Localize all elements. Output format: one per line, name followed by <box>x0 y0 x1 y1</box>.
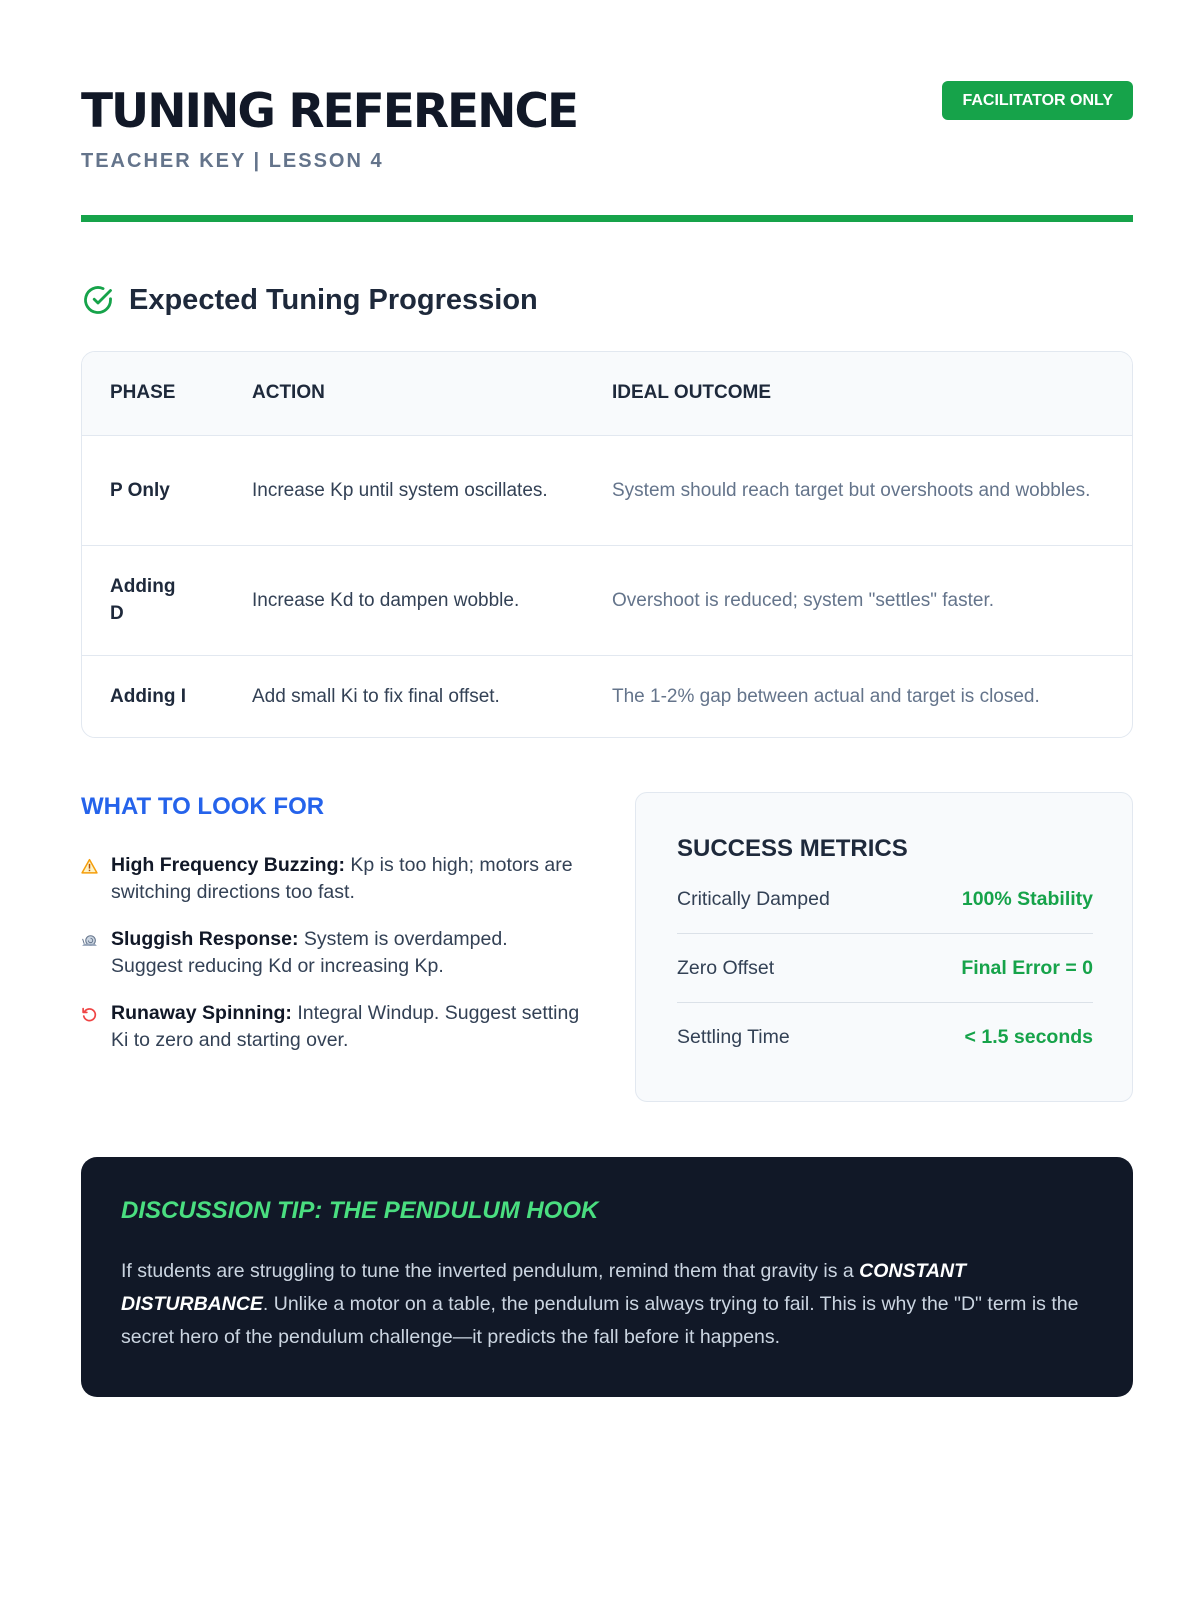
progression-table <box>81 351 1133 738</box>
tip-emphasis: CONSTANT DISTURBANCE <box>121 1260 967 1315</box>
action-cell: Add small Ki to fix final offset. <box>252 685 500 707</box>
page-subtitle: TEACHER KEY | LESSON 4 <box>81 150 384 172</box>
tip-text-end: . Unlike a motor on a table, the pendulum is always trying to fail. This is why the "D" term is the secret hero of the pendulum challenge—it predicts the fall before it happens. <box>121 1293 1079 1348</box>
list-item <box>81 926 581 980</box>
success-metrics-card <box>635 792 1133 1102</box>
metric-label: Zero Offset <box>677 956 775 979</box>
list-item <box>81 852 581 906</box>
outcome-cell: System should reach target but overshoots and wobbles. <box>584 435 1132 545</box>
list-item <box>81 1000 581 1054</box>
header-divider <box>81 215 1133 222</box>
metric-value: Final Error = 0 <box>961 956 1093 979</box>
table-row <box>82 435 1132 545</box>
table-row <box>82 545 1132 655</box>
look-term: High Frequency Buzzing: <box>111 854 345 876</box>
column-header-action: ACTION <box>224 352 584 435</box>
phase-cell: P Only <box>82 435 224 545</box>
metric-value: < 1.5 seconds <box>964 1026 1093 1048</box>
action-cell: Increase Kd to dampen wobble. <box>224 545 584 655</box>
check-circle-icon <box>81 283 115 317</box>
progression-title: Expected Tuning Progression <box>129 283 538 316</box>
look-text: Integral Windup. Suggest setting Ki to zero and starting over. <box>111 1002 580 1051</box>
look-term: Runaway Spinning: <box>111 1002 292 1024</box>
look-term: Sluggish Response: <box>111 928 299 950</box>
metric-value: 100% Stability <box>961 887 1093 910</box>
phase-cell: Adding D <box>82 545 224 655</box>
look-text: System is overdamped. Suggest reducing Kd or increasing Kp. <box>111 928 508 977</box>
table-row <box>82 655 1132 737</box>
phase-cell: Adding I <box>110 685 186 707</box>
metric-row <box>677 1003 1093 1072</box>
tip-title: DISCUSSION TIP: THE PENDULUM HOOK <box>121 1197 599 1224</box>
page-title: TUNING REFERENCE <box>81 84 578 139</box>
warning-icon <box>81 858 98 875</box>
what-to-look-for <box>81 792 581 1074</box>
look-text: Kp is too high; motors are switching directions too fast. <box>111 854 573 903</box>
document-page <box>81 0 1133 1348</box>
table-header-row <box>82 352 1132 435</box>
metrics-title: SUCCESS METRICS <box>677 835 908 862</box>
reset-icon <box>81 1006 98 1023</box>
tip-body <box>121 1255 1081 1354</box>
metric-row <box>677 865 1093 934</box>
tip-text-start: If students are struggling to tune the inverted pendulum, remind them that gravity is a <box>121 1260 860 1282</box>
outcome-cell: The 1-2% gap between actual and target is closed. <box>612 685 1040 707</box>
look-for-title: WHAT TO LOOK FOR <box>81 793 325 820</box>
header <box>81 0 1133 224</box>
discussion-tip <box>81 1157 1133 1397</box>
metric-row <box>677 934 1093 1003</box>
snail-icon <box>81 932 98 949</box>
outcome-cell: Overshoot is reduced; system "settles" faster. <box>584 545 1132 655</box>
column-header-outcome: IDEAL OUTCOME <box>584 352 1132 435</box>
facilitator-badge: FACILITATOR ONLY <box>942 81 1133 120</box>
metric-label: Settling Time <box>677 1026 790 1048</box>
metric-label: Critically Damped <box>677 887 830 910</box>
action-cell: Increase Kp until system oscillates. <box>224 435 584 545</box>
progression-heading <box>81 280 538 320</box>
column-header-phase: PHASE <box>82 352 224 435</box>
